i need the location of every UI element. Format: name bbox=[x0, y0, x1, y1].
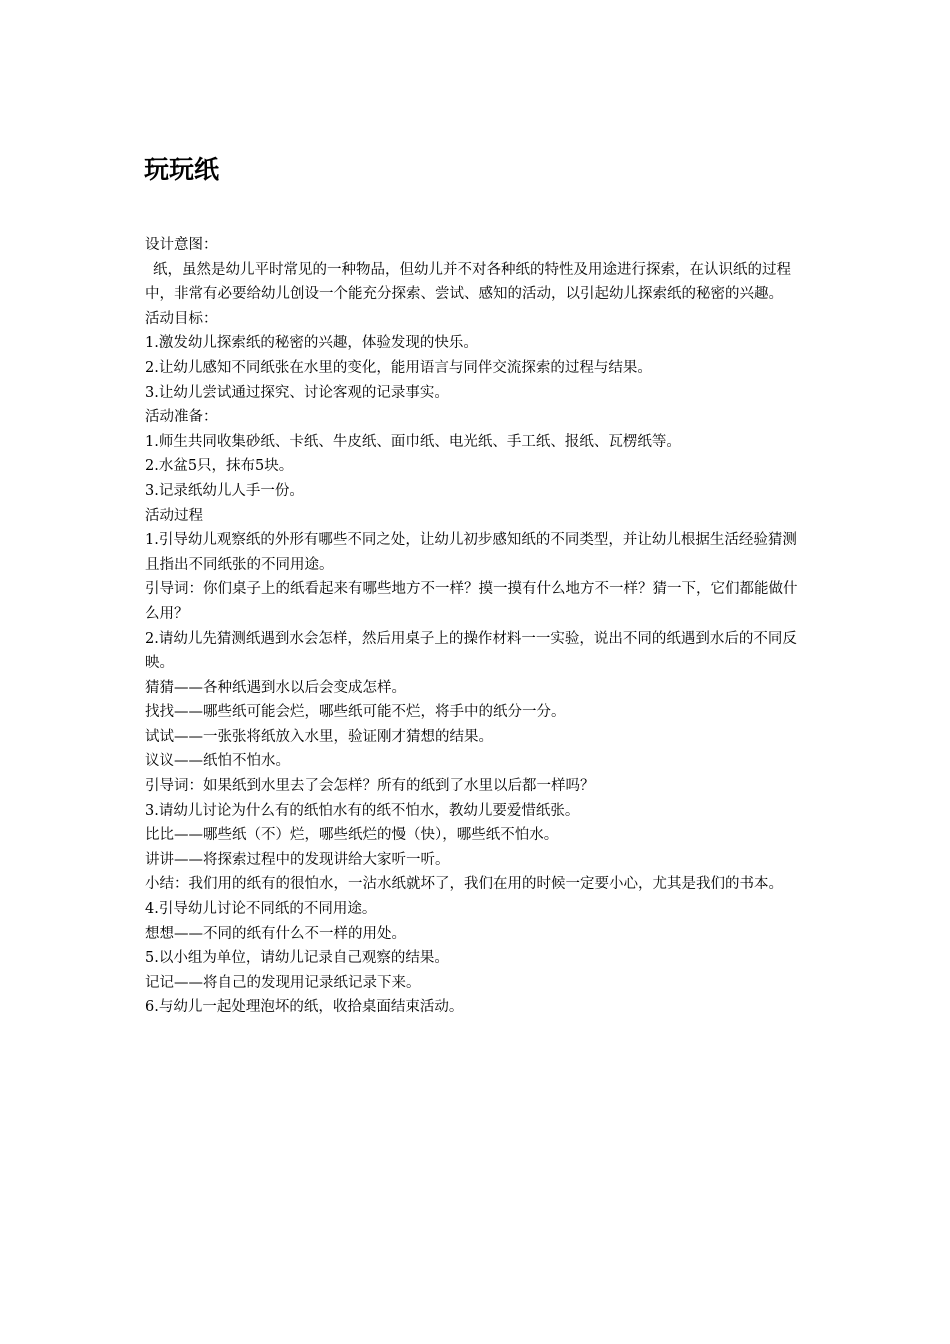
process-step: 3.请幼儿讨论为什么有的纸怕水有的纸不怕水，教幼儿要爱惜纸张。 bbox=[145, 802, 580, 819]
paragraph-design-intent: 纸，虽然是幼儿平时常见的一种物品，但幼儿并不对各种纸的特性及用途进行探索，在认识纸的过程中，非常有必要给幼儿创设一个能充分探索、尝试、感知的活动，以引起幼儿探索纸的秘密的兴趣。 bbox=[145, 261, 791, 303]
process-line: 猜猜——各种纸遇到水以后会变成怎样。 bbox=[145, 679, 406, 696]
section-heading-preparation: 活动准备： bbox=[145, 409, 218, 426]
section-heading-process: 活动过程 bbox=[145, 507, 203, 524]
process-line: 记记——将自己的发现用记录纸记录下来。 bbox=[145, 974, 421, 991]
process-step: 5.以小组为单位，请幼儿记录自己观察的结果。 bbox=[145, 950, 449, 967]
process-step: 2.请幼儿先猜测纸遇到水会怎样，然后用桌子上的操作材料一一实验，说出不同的纸遇到水后的不同反映。 bbox=[145, 630, 797, 672]
process-step: 6.与幼儿一起处理泡坏的纸，收拾桌面结束活动。 bbox=[145, 999, 464, 1016]
preparation-item: 2.水盆5只，抹布5块。 bbox=[145, 458, 294, 475]
process-line: 议议——纸怕不怕水。 bbox=[145, 753, 290, 770]
section-heading-design-intent: 设计意图： bbox=[145, 237, 218, 253]
process-line: 想想——不同的纸有什么不一样的用处。 bbox=[145, 925, 406, 942]
process-line: 找找——哪些纸可能会烂，哪些纸可能不烂，将手中的纸分一分。 bbox=[145, 704, 566, 721]
preparation-item: 1.师生共同收集砂纸、卡纸、牛皮纸、面巾纸、电光纸、手工纸、报纸、瓦楞纸等。 bbox=[145, 433, 681, 450]
document-title: 玩玩纸 bbox=[144, 155, 220, 184]
process-line: 比比——哪些纸（不）烂，哪些纸烂的慢（快），哪些纸不怕水。 bbox=[145, 827, 559, 844]
process-line: 小结：我们用的纸有的很怕水，一沾水纸就坏了，我们在用的时候一定要小心，尤其是我们的书本。 bbox=[145, 876, 783, 893]
section-heading-goals: 活动目标： bbox=[145, 310, 218, 327]
goal-item: 3.让幼儿尝试通过探究、讨论客观的记录事实。 bbox=[145, 384, 449, 401]
process-line: 引导词：如果纸到水里去了会怎样？所有的纸到了水里以后都一样吗？ bbox=[145, 778, 595, 795]
process-line: 引导词：你们桌子上的纸看起来有哪些地方不一样？摸一摸有什么地方不一样？猜一下，它们都能做什么用？ bbox=[145, 581, 798, 622]
preparation-item: 3.记录纸幼儿人手一份。 bbox=[145, 482, 304, 499]
process-step: 1.引导幼儿观察纸的外形有哪些不同之处，让幼儿初步感知纸的不同类型，并让幼儿根据生活经验猜测且指出不同纸张的不同用途。 bbox=[145, 532, 797, 573]
goal-item: 2.让幼儿感知不同纸张在水里的变化，能用语言与同伴交流探索的过程与结果。 bbox=[145, 359, 652, 376]
process-step: 4.引导幼儿讨论不同纸的不同用途。 bbox=[145, 901, 377, 918]
process-line: 试试——一张张将纸放入水里，验证刚才猜想的结果。 bbox=[145, 728, 493, 745]
goal-item: 1.激发幼儿探索纸的秘密的兴趣，体验发现的快乐。 bbox=[145, 335, 478, 352]
document-body bbox=[145, 233, 810, 1020]
process-line: 讲讲——将探索过程中的发现讲给大家听一听。 bbox=[145, 851, 450, 868]
